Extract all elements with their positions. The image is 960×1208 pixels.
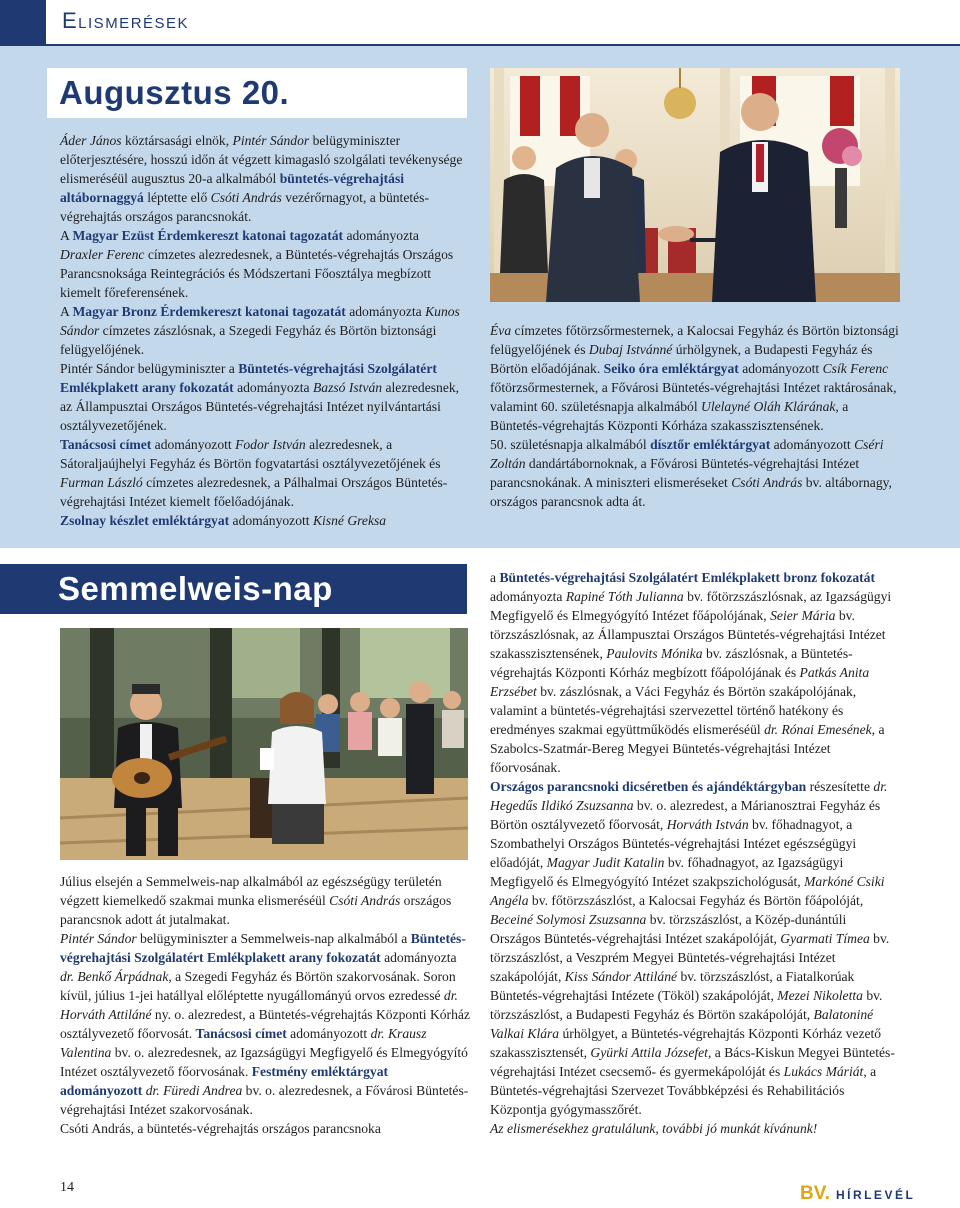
award-ceremony-photo (490, 68, 900, 302)
person-name: Patkás Anita Erzsébet (490, 665, 870, 699)
body-text: adományozta (343, 228, 419, 243)
award-highlight: Országos parancsnoki dicséretben és ajándéktárgyban (490, 779, 807, 794)
body-text: országos parancsnok adott át jutalmakat. (60, 893, 452, 927)
body-text: , a Szegedi Fegyház és Börtön szakorvosának. Soron kívül, július 1-jei hatállyal előléptette nyugállományú orvos ezredessé (60, 969, 456, 1003)
body-text: bv. törzszászlósnak, az Állampusztai Országos Büntetés-végrehajtási Intézet szakasszisztensének, (490, 608, 886, 661)
semmelweis-text-right (490, 568, 900, 1138)
body-text: bv. főhadnagyot, a Szombathelyi Országos Büntetés-végrehajtási Intézet egészségügyi előadóját, (490, 817, 857, 870)
august-text-right (490, 321, 900, 511)
body-text: Július elsején a Semmelweis-nap alkalmából az egészségügy területén végzett kiemelkedő szakmai munka elismeréséül (60, 874, 442, 908)
person-name: Kunos Sándor (60, 304, 460, 338)
section-header: Elismerések (62, 8, 190, 33)
person-name: Balatoniné Valkai Klára (490, 1007, 874, 1041)
body-text: vezérőrnagyot, a büntetés-végrehajtás országos parancsnokát. (60, 190, 429, 224)
semmelweis-ceremony-photo (60, 628, 468, 860)
body-text: ny. o. alezredest, a Büntetés-végrehajtás Központi Kórház osztályvezető főorvosát. (60, 1007, 470, 1041)
body-text: adományozott (770, 437, 855, 452)
body-text: adományozott (229, 513, 313, 528)
person-name: dr. Füredi Andrea (145, 1083, 243, 1098)
award-highlight: Tanácsosi címet (60, 437, 152, 452)
body-text: címzetes zászlósnak, a Szegedi Fegyház és Börtön biztonsági felügyelőjének. (60, 323, 437, 357)
body-text: alezredesnek, az Állampusztai Országos Büntetés-végrehajtási Intézet nyilvántartási osztályvezetőjének. (60, 380, 460, 433)
award-highlight: Büntetés-végrehajtási Szolgálatért Emlékplakett arany fokozatát (60, 361, 437, 395)
august-text-left (60, 131, 465, 530)
person-name: Éva (490, 323, 512, 338)
award-highlight: Festmény emléktárgyat adományozott (60, 1064, 389, 1098)
body-text: főtörzsőrmesternek, a Fővárosi Büntetés-végrehajtási Intézet raktárosának, valamint 60. születésnapja alkalmából (490, 380, 897, 414)
award-highlight: Zsolnay készlet emléktárgyat (60, 513, 230, 528)
body-text: bv. zászlósnak, a Váci Fegyház és Börtön szakápolójának, valamint a büntetés-végrehajtási szervezettel történő hatékony és eredményes szakmai együttműködés elismeréséül (490, 684, 857, 737)
person-name: Csík Ferenc (822, 361, 889, 376)
person-name: Pintér Sándor (232, 133, 310, 148)
body-text: A (60, 228, 73, 243)
person-name: Markóné Csiki Angéla (490, 874, 885, 908)
person-name: dr. Hegedűs Ildikó Zsuzsanna (490, 779, 888, 813)
person-name: Paulovits Mónika (606, 646, 703, 661)
body-text: belügyminiszter előterjesztésére, hosszú időn át végzett kimagasló szolgálati tevékenysége elismeréséül augusztus 20-a alkalmából (60, 133, 463, 186)
logo-text: HÍRLEVÉL (835, 1188, 916, 1202)
body-text: adományozta (380, 950, 457, 965)
person-name: Csóti András (731, 475, 803, 490)
person-name: Bazsó István (312, 380, 383, 395)
body-text: címzetes alezredesnek, a Büntetés-végrehajtás Országos Parancsnoksága Reintegrációs és Módszertani Főosztálya megbízott kiemelt főreferensének. (60, 247, 454, 300)
person-name: Áder János (60, 133, 122, 148)
body-text: , a Büntetés-végrehajtás Központi Kórháza szakasszisztensének. (490, 399, 849, 433)
semmelweis-text-left (60, 872, 470, 1138)
person-name: Csóti András (210, 190, 282, 205)
body-text: részesítette (806, 779, 874, 794)
article-title-semmelweis: Semmelweis-nap (58, 570, 333, 607)
body-text: adományozott (286, 1026, 371, 1041)
body-text: címzetes főtörzsőrmesternek, a Kalocsai Fegyház és Börtön biztonsági felügyelőjének és (490, 323, 899, 357)
person-name: Mezei Nikoletta (777, 988, 863, 1003)
body-text: bv. törzszászlóst, a Veszprém Megyei Büntetés-végrehajtási Intézet szakápolóját, (490, 931, 890, 984)
person-name: Ulelayné Oláh Klárának (701, 399, 836, 414)
body-text: úrhölgynek, a Budapesti Fegyház és Börtön előadójának. (490, 342, 873, 376)
body-text: címzetes alezredesnek, a Pálhalmai Országos Büntetés-végrehajtási Intézet kiemelt főelőadójának. (60, 475, 448, 509)
person-name: Cséri Zoltán (490, 437, 884, 471)
page-number: 14 (60, 1180, 74, 1195)
person-name: Fodor István (235, 437, 306, 452)
body-text: adományozta (345, 304, 426, 319)
person-name: Dubaj Istvánné (588, 342, 673, 357)
body-text: bv. főtörzszászlósnak, az Igazságügyi Megfigyelő és Elmegyógyító Intézet főápolójának, (490, 589, 892, 623)
award-highlight: Büntetés-végrehajtási Szolgálatért Emlékplakett arany fokozatát (60, 931, 466, 965)
person-name: Furman László (60, 475, 143, 490)
award-highlight: büntetés-végrehajtási altábornaggyá (60, 171, 405, 205)
body-text: bv. törzszászlóst, a Fiatalkorúak Büntetés-végrehajtási Intézete (Tököl) szakápolóját, (490, 969, 855, 1003)
body-text: bv. zászlósnak, a Büntetés-végrehajtás Központi Kórház megbízott főápolójának és (490, 646, 853, 680)
person-name: dr. Rónai Emesének (764, 722, 872, 737)
body-text: bv. altábornagy, országos parancsnok adta át. (490, 475, 892, 509)
award-highlight: Magyar Bronz Érdemkereszt katonai tagozatát (72, 304, 346, 319)
body-text: alezredesnek, a Sátoraljaújhelyi Fegyház és Börtön fogvatartási osztályvezetőjének és (60, 437, 441, 471)
bv-hirlevel-logo (800, 1183, 915, 1205)
body-text: , a Szabolcs-Szatmár-Bereg Megyei Büntetés-végrehajtási Intézet főorvosának. (490, 722, 885, 775)
award-highlight: Seiko óra emléktárgyat (603, 361, 739, 376)
award-highlight: Tanácsosi címet (195, 1026, 287, 1041)
article-title-august: Augusztus 20. (59, 74, 290, 111)
body-text: léptette elő (143, 190, 211, 205)
person-name: dr. Benkő Árpádnak (60, 969, 169, 984)
body-text: belügyminiszter a Semmelweis-nap alkalmából a (136, 931, 411, 946)
body-text: A (60, 304, 73, 319)
person-name: Csóti András (329, 893, 401, 908)
body-text: adományozott (738, 361, 823, 376)
person-name: Pintér Sándor (60, 931, 137, 946)
body-text: Pintér Sándor belügyminiszter a (60, 361, 239, 376)
award-highlight: Magyar Ezüst Érdemkereszt katonai tagozatát (72, 228, 344, 243)
person-name: Az elismerésekhez gratulálunk, további jó munkát kívánunk! (490, 1121, 818, 1136)
body-text: bv. o. alezredest, a Márianosztrai Fegyház és Börtön osztályvezető főorvosát, (490, 798, 881, 832)
person-name: Seier Mária (770, 608, 836, 623)
person-name: dr. Krausz Valentina (60, 1026, 427, 1060)
person-name: Lukács Máriát (783, 1064, 864, 1079)
body-text: adományozott (151, 437, 236, 452)
body-text: bv. o. alezredesnek, a Fővárosi Büntetés-végrehajtási Intézet szakorvosának. (60, 1083, 469, 1117)
body-text: , a Bács-Kiskun Megyei Büntetés-végrehajtási Intézet csecsemő- és gyermekápolóját és (490, 1045, 895, 1079)
person-name: Horváth István (666, 817, 749, 832)
person-name: Kiss Sándor Attiláné (564, 969, 678, 984)
award-highlight: dísztőr emléktárgyat (650, 437, 771, 452)
body-text: bv. törzszászlóst, a Budapesti Fegyház és Börtön szakápolóját, (490, 988, 883, 1022)
body-text: dandártábornoknak, a Fővárosi Büntetés-végrehajtási Intézet parancsnokának. A miniszteri elismeréseket (490, 456, 860, 490)
person-name: Beceiné Solymosi Zsuzsanna (490, 912, 647, 927)
body-text: bv. főhadnagyot, az Igazságügyi Megfigyelő és Elmegyógyító Intézet szakpszichológusát, (490, 855, 844, 889)
person-name: Kisné Greksa (312, 513, 387, 528)
body-text: , a Büntetés-végrehajtási Szervezet Továbbképzési és Rehabilitációs Központja gyógymasszőrét. (490, 1064, 877, 1117)
header-accent-block (0, 0, 46, 46)
body-text: bv. törzszászlóst, a Közép-dunántúli Országos Büntetés-végrehajtási Intézet szakápolóját, (490, 912, 847, 946)
body-text: Csóti András, a büntetés-végrehajtás országos parancsnoka (60, 1121, 381, 1136)
logo-bv: BV. (800, 1183, 830, 1204)
body-text: a (490, 570, 500, 585)
person-name: Rapiné Tóth Julianna (565, 589, 684, 604)
body-text: adományozta (233, 380, 313, 395)
body-text: adományozta (490, 589, 566, 604)
person-name: dr. Horváth Attiláné (60, 988, 458, 1022)
body-text: úrhölgyet, a Büntetés-végrehajtás Központi Kórház vezető szakasszisztensét, (490, 1026, 882, 1060)
body-text: köztársasági elnök, (121, 133, 233, 148)
body-text: bv. o. alezredesnek, az Igazságügyi Megfigyelő és Elmegyógyító Intézet osztályvezető főorvosának. (60, 1045, 468, 1079)
person-name: Magyar Judit Katalin (546, 855, 665, 870)
body-text: bv. főtörzszászlóst, a Kalocsai Fegyház és Börtön főápolóját, (528, 893, 864, 908)
person-name: Draxler Ferenc (60, 247, 145, 262)
award-highlight: Büntetés-végrehajtási Szolgálatért Emlékplakett bronz fokozatát (499, 570, 875, 585)
person-name: Gyürki Attila Józsefet (590, 1045, 708, 1060)
body-text: 50. születésnapja alkalmából (490, 437, 651, 452)
person-name: Gyarmati Tímea (780, 931, 870, 946)
